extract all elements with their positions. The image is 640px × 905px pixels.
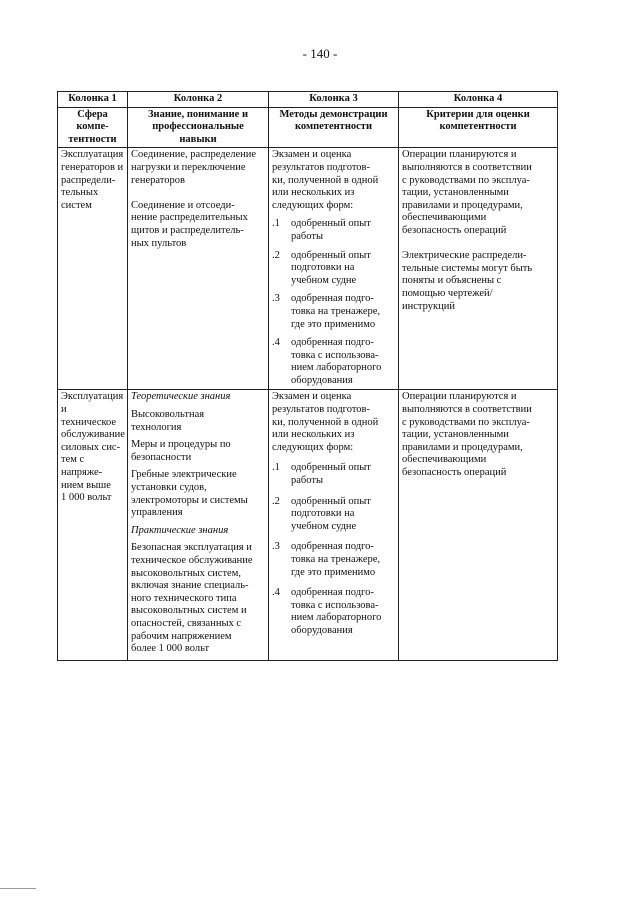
methods-intro: Экзамен и оценка результатов подготов- ки, полученной в одной или нескольких из следующих форм: — [272, 149, 379, 211]
header-knowledge: Знание, понимание и профессиональные навыки — [128, 107, 269, 148]
criteria-text: Операции планируются и выполняются в соответствии с руководствами по эксплуа- тации, установленными правилами и процедурами, обеспечивающими безопасность операций — [402, 391, 532, 479]
column-number-2: Колонка 2 — [128, 92, 269, 108]
knowledge-text: Соединение и отсоеди- нение распределительных щитов и распределитель- ных пультов — [131, 199, 248, 249]
column-header-row — [58, 107, 558, 148]
list-item — [272, 250, 395, 288]
competence-cell — [58, 148, 128, 390]
list-item-text: одобренная подго- товка на тренажере, где это применимо — [291, 293, 381, 330]
list-item-text: одобренная подго- товка с использова- нием лабораторного оборудования — [291, 587, 382, 636]
list-item-number: .1 — [272, 462, 280, 474]
knowledge-text: Соединение, распределение нагрузки и переключение генераторов — [131, 149, 257, 186]
competence-cell — [58, 390, 128, 660]
header-competence: Сфера компе- тентности — [58, 107, 128, 148]
list-item-text: одобренный опыт подготовки на учебном судне — [291, 249, 371, 286]
scan-edge-line — [0, 888, 36, 889]
list-item-number: .3 — [272, 293, 280, 305]
knowledge-text: Безопасная эксплуатация и техническое обслуживание высоковольтных систем, включая знание специаль- ного технического типа высоковольтных систем и опасностей, связанных с рабочим напряжением более 1 000 вольт — [131, 542, 253, 655]
header-criteria: Критерии для оценки компетентности — [399, 107, 558, 148]
knowledge-cell — [128, 148, 269, 390]
methods-cell — [269, 148, 399, 390]
competence-text: Эксплуатация генераторов и распредели- тельных систем — [61, 149, 124, 211]
header-methods: Методы демонстрации компетентности — [269, 107, 399, 148]
list-item-text: одобренная подго- товка на тренажере, где это применимо — [291, 541, 381, 578]
list-item-number: .2 — [272, 249, 280, 261]
page-number: - 140 - — [302, 46, 338, 61]
list-item-number: .4 — [272, 587, 280, 599]
knowledge-cell — [128, 390, 269, 660]
methods-intro: Экзамен и оценка результатов подготов- ки, полученной в одной или нескольких из следующих форм: — [272, 391, 379, 453]
list-item-number: .3 — [272, 541, 280, 553]
table-row — [58, 390, 558, 660]
theory-heading: Теоретические знания — [131, 391, 231, 403]
criteria-cell — [399, 390, 558, 660]
competence-text: Эксплуатация и техническое обслуживание силовых сис- тем с напряже- нием выше 1 000 вольт — [61, 391, 125, 504]
list-item — [272, 218, 395, 243]
list-item-text: одобренная подго- товка с использова- нием лабораторного оборудования — [291, 337, 382, 386]
list-item-number: .1 — [272, 218, 280, 230]
list-item-number: .4 — [272, 337, 280, 349]
column-number-1: Колонка 1 — [58, 92, 128, 108]
list-item — [272, 293, 395, 331]
practice-heading: Практические знания — [131, 524, 229, 536]
criteria-text: Операции планируются и выполняются в соответствии с руководствами по эксплуа- тации, установленными правилами и процедурами, обеспечивающими безопасность операций — [402, 149, 532, 236]
table-row — [58, 148, 558, 390]
knowledge-text: Меры и процедуры по безопасности — [131, 439, 231, 463]
list-item-number: .2 — [272, 495, 280, 507]
column-number-3: Колонка 3 — [269, 92, 399, 108]
list-item — [272, 541, 395, 579]
criteria-cell — [399, 148, 558, 390]
list-item-text: одобренный опыт работы — [291, 462, 371, 487]
column-number-row — [58, 92, 558, 108]
list-item-text: одобренный опыт работы — [291, 218, 371, 242]
list-item — [272, 462, 395, 487]
list-item — [272, 337, 395, 387]
methods-cell — [269, 390, 399, 660]
list-item — [272, 496, 395, 534]
list-item — [272, 587, 395, 637]
knowledge-text: Высоковольтная технология — [131, 409, 205, 433]
competence-table — [57, 91, 558, 661]
list-item-text: одобренный опыт подготовки на учебном судне — [291, 495, 371, 532]
criteria-text: Электрические распредели- тельные системы могут быть поняты и объяснены с помощью чертежей/ инструкций — [402, 250, 533, 312]
knowledge-text: Гребные электрические установки судов, электромоторы и системы управления — [131, 469, 248, 519]
column-number-4: Колонка 4 — [399, 92, 558, 108]
